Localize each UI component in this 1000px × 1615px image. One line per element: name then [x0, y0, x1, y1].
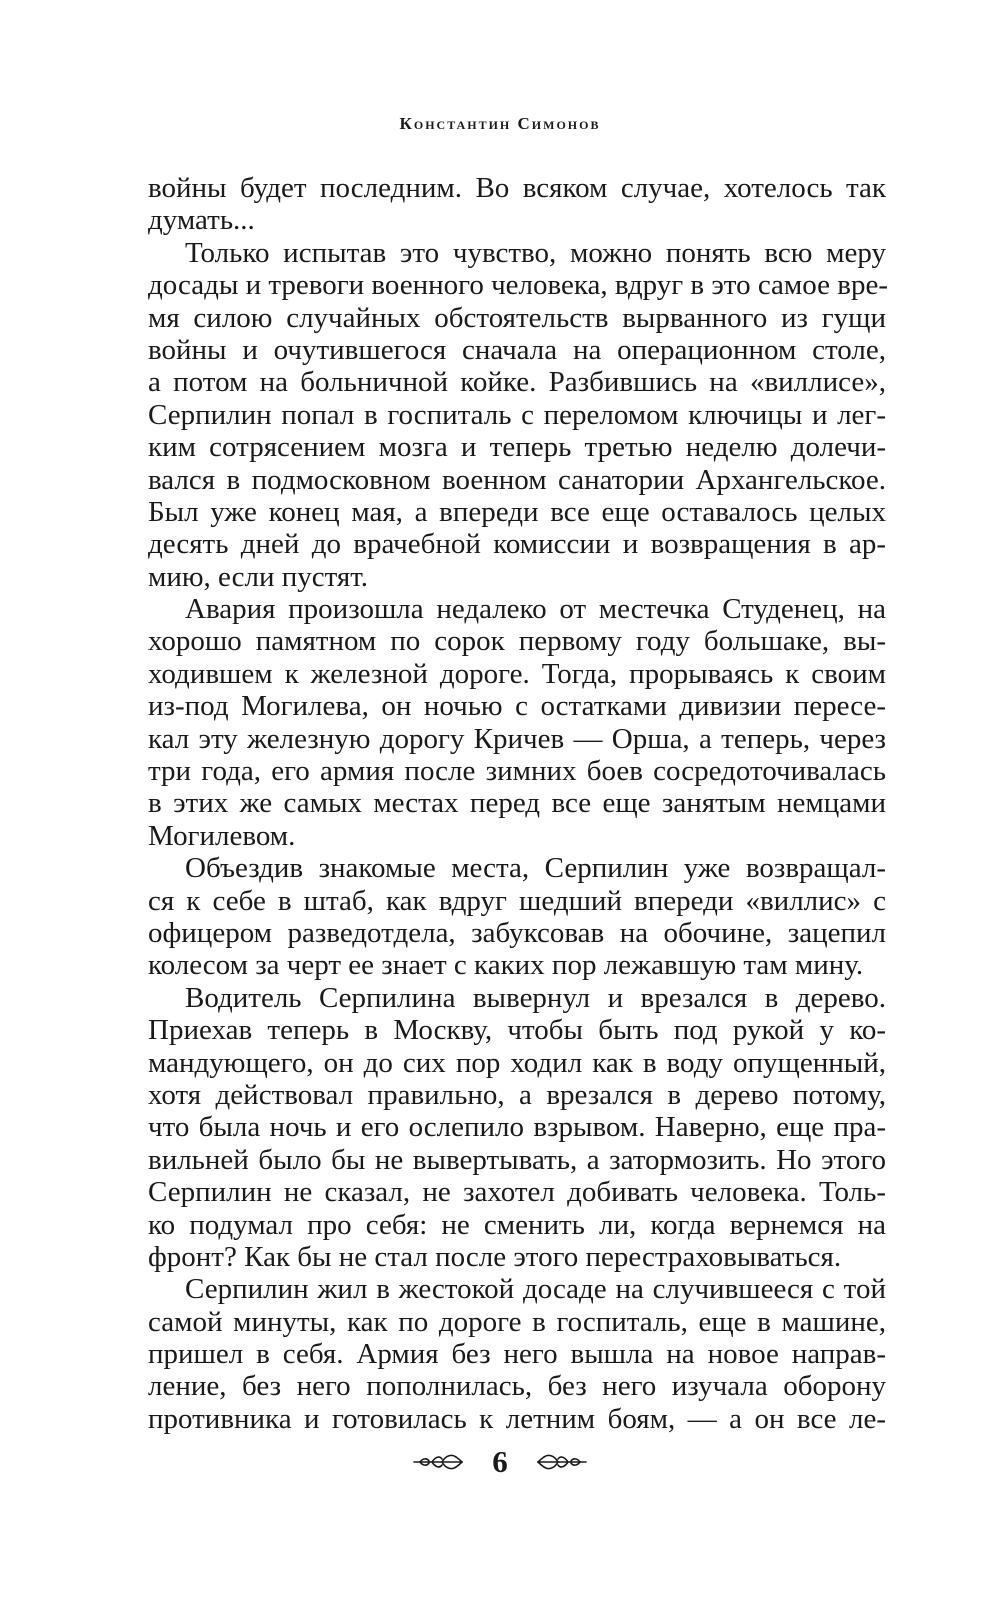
text-line: а потом на больничной койке. Разбившись на «виллисе»,	[148, 366, 886, 399]
text-line: вильней было бы не вывертывать, а затормозить. Но этого	[148, 1143, 886, 1176]
paragraph	[148, 1273, 886, 1435]
text-line: самой минуты, как по дороге в госпиталь, еще в машине,	[148, 1305, 886, 1338]
text-line: досады и тревоги военного человека, вдруг в это самое вре-	[148, 269, 888, 302]
text-line: Только испытав это чувство, можно понять всю меру	[185, 236, 886, 269]
text-line: кал эту железную дорогу Кричев — Орша, а теперь, через	[148, 722, 886, 755]
ornament-right-icon	[534, 1451, 588, 1473]
text-line: войны и очутившегося сначала на операционном столе,	[148, 333, 886, 366]
text-line: Водитель Серпилина вывернул и врезался в дерево.	[185, 981, 886, 1014]
text-line: хотя действовал правильно, а врезался в дерево потому,	[148, 1078, 886, 1111]
paragraph	[148, 237, 886, 593]
text-line: войны будет последним. Во всяком случае, хотелось так	[148, 172, 886, 204]
paragraph	[148, 593, 886, 852]
running-head: Константин Симонов	[399, 114, 601, 133]
text-line: ко подумал про себя: не сменить ли, когда вернемся на	[148, 1208, 886, 1241]
text-line: три года, его армия после зимних боев сосредоточивалась	[148, 755, 886, 788]
paragraph	[148, 852, 886, 982]
paragraph	[148, 982, 886, 1274]
body-text	[148, 172, 886, 1435]
text-line: мандующего, он до сих пор ходил как в воду опущенный,	[148, 1046, 886, 1079]
text-line: десять дней до врачебной комиссии и возвращения в ар-	[148, 528, 886, 561]
text-line: что была ночь и его ослепило взрывом. Наверно, еще пра-	[148, 1111, 886, 1144]
text-line: ким сотрясением мозга и теперь третью неделю долечи-	[148, 431, 886, 464]
text-line: Авария произошла недалеко от местечка Студенец, на	[185, 593, 886, 626]
text-line: ление, без него пополнилась, без него изучала оборону	[148, 1370, 886, 1403]
page-number: 6	[492, 1444, 508, 1479]
text-line: хорошо памятном по сорок первому году большаке, вы-	[148, 625, 886, 658]
text-line: пришел в себя. Армия без него вышла на новое направ-	[148, 1338, 886, 1371]
text-line: думать...	[148, 204, 255, 237]
text-line: офицером разведотдела, забуксовав на обочине, зацепил	[148, 916, 886, 949]
text-line: Приехав теперь в Москву, чтобы быть под рукой у ко-	[148, 1014, 886, 1047]
text-line: Серпилин попал в госпиталь с переломом ключицы и лег-	[148, 398, 886, 431]
text-line: Могилевом.	[148, 819, 296, 852]
text-line: ходившем к железной дороге. Тогда, прорываясь к своим	[148, 657, 886, 690]
ornament-left-icon	[412, 1451, 466, 1473]
text-line: Серпилин жил в жестокой досаде на случившееся с той	[185, 1273, 886, 1306]
text-line: противника и готовилась к летним боям, — а он все ле-	[148, 1402, 886, 1435]
text-line: из-под Могилева, он ночью с остатками дивизии пересе-	[148, 690, 886, 723]
text-line: Был уже конец мая, а впереди все еще оставалось целых	[148, 495, 886, 528]
text-line: фронт? Как бы не стал после этого перестраховываться.	[148, 1240, 842, 1273]
text-line: мию, если пустят.	[148, 560, 369, 593]
text-line: вался в подмосковном военном санатории Архангельское.	[148, 463, 886, 496]
text-line: ся к себе в штаб, как вдруг шедший впереди «виллис» с	[148, 884, 886, 917]
text-line: Объездив знакомые места, Серпилин уже возвращал-	[185, 852, 886, 885]
text-line: колесом за черт ее знает с каких пор лежавшую там мину.	[148, 949, 864, 982]
text-line: в этих же самых местах перед все еще занятым немцами	[148, 787, 886, 820]
paragraph	[148, 172, 886, 237]
page-folio	[0, 1442, 1000, 1482]
text-line: мя силою случайных обстоятельств вырванного из гущи	[148, 301, 886, 334]
text-line: Серпилин не сказал, не захотел добивать человека. Толь-	[148, 1176, 886, 1209]
